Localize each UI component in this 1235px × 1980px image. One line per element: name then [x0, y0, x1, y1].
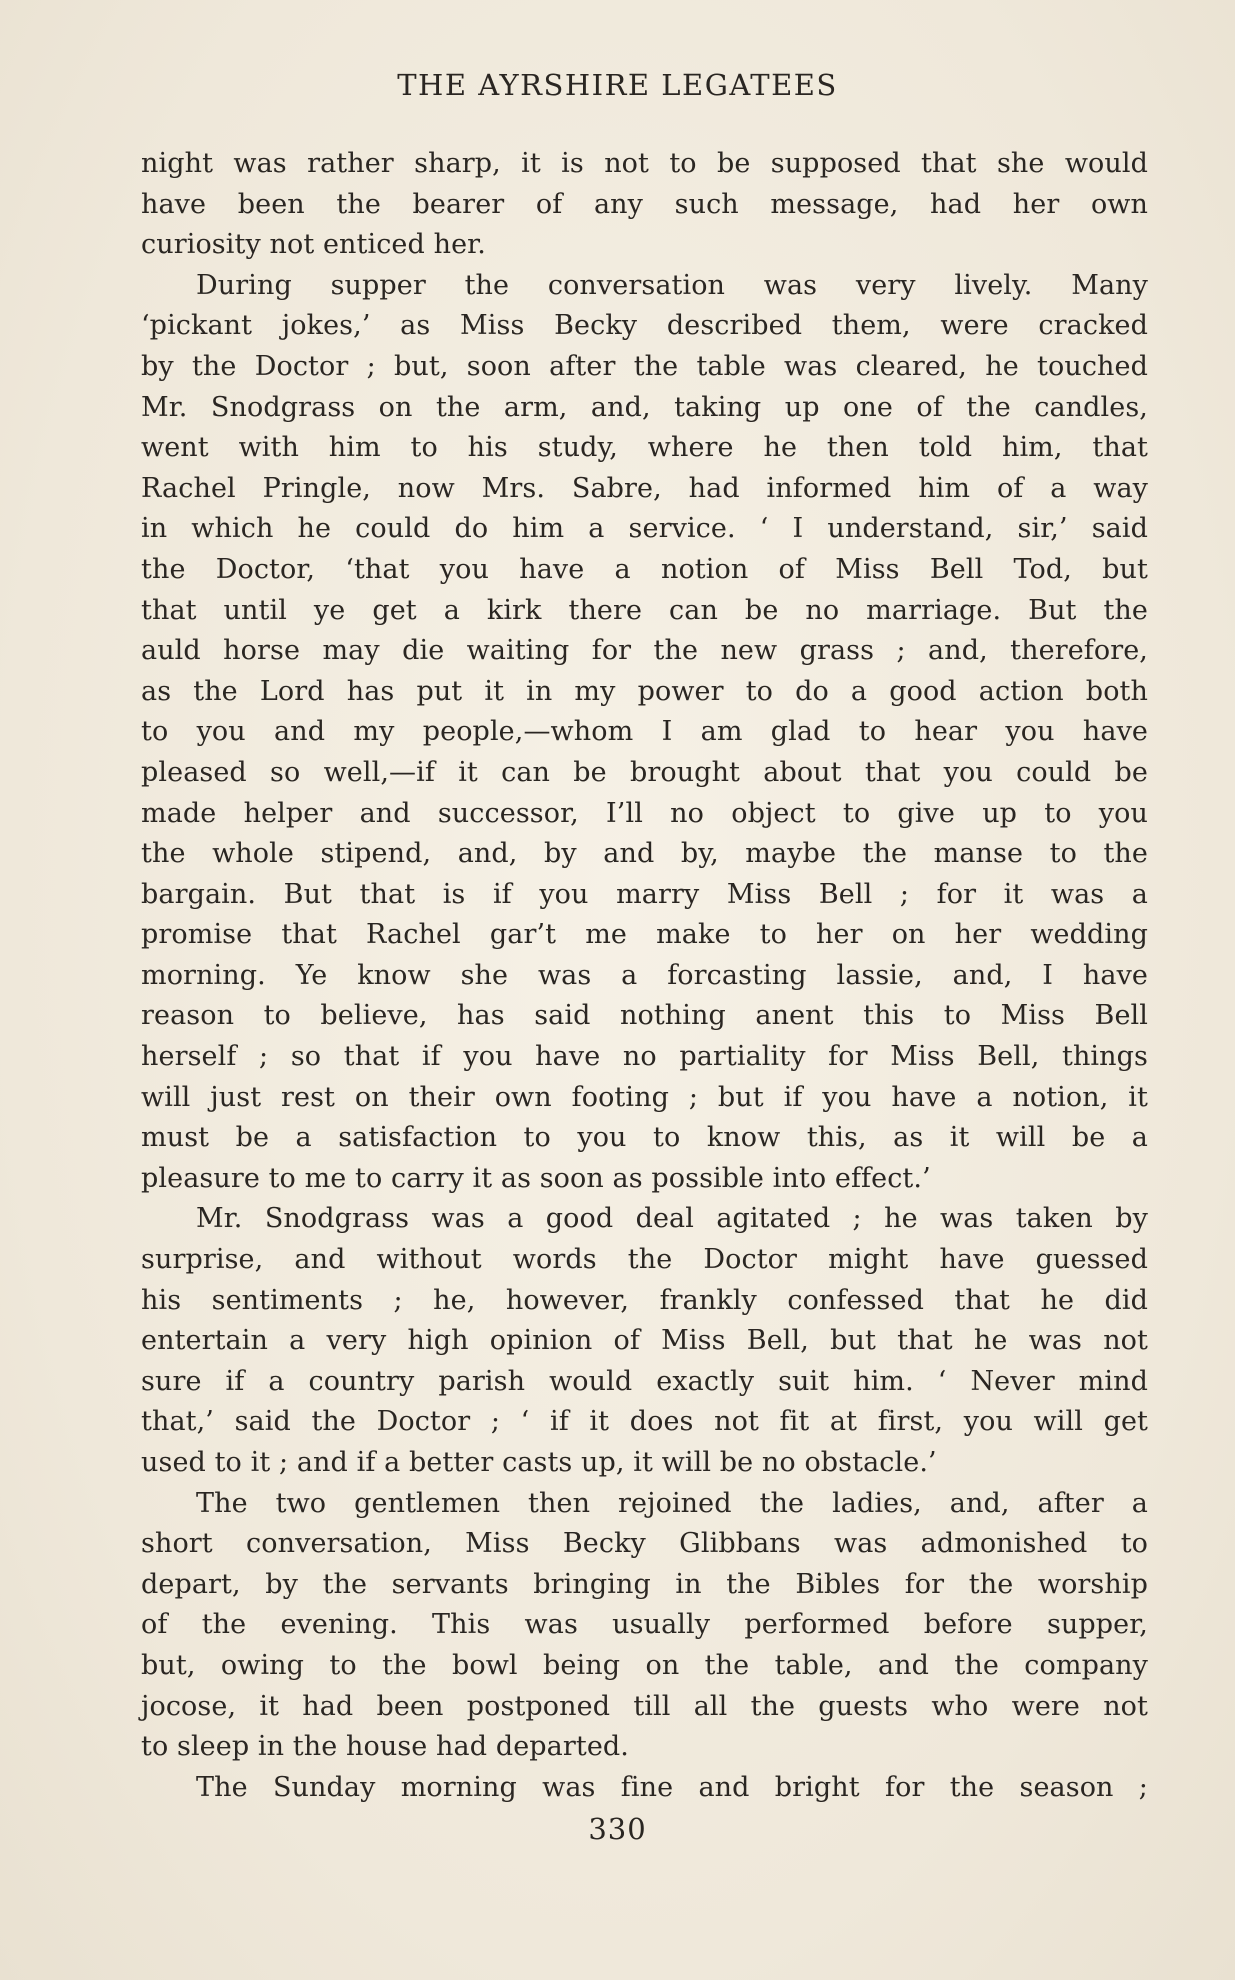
text-line: reason to believe, has said nothing anent this to Miss Bell	[141, 1000, 1148, 1032]
body-text	[141, 144, 1148, 1808]
text-line: pleasure to me to carry it as soon as possible into effect.’	[141, 1162, 931, 1194]
text-line: auld horse may die waiting for the new grass ; and, therefore,	[141, 635, 1148, 667]
text-line: surprise, and without words the Doctor might have guessed	[141, 1244, 1148, 1276]
text-line: promise that Rachel gar’t me make to her on her wedding	[141, 919, 1148, 951]
text-line: to you and my people,—whom I am glad to hear you have	[141, 716, 1148, 748]
text-line: the Doctor, ‘that you have a notion of Miss Bell Tod, but	[141, 553, 1148, 585]
text-line: morning. Ye know she was a forcasting lassie, and, I have	[141, 959, 1148, 991]
text-line: that until ye get a kirk there can be no marriage. But the	[141, 594, 1148, 626]
text-line: of the evening. This was usually performed before supper,	[141, 1609, 1148, 1641]
text-line: curiosity not enticed her.	[141, 229, 486, 261]
text-line: the whole stipend, and, by and by, maybe the manse to the	[141, 838, 1148, 870]
text-line: made helper and successor, I’ll no object to give up to you	[141, 797, 1148, 829]
text-line: as the Lord has put it in my power to do a good action both	[141, 675, 1148, 707]
text-line: The Sunday morning was fine and bright for the season ;	[196, 1771, 1148, 1803]
text-line: Mr. Snodgrass on the arm, and, taking up one of the candles,	[141, 391, 1148, 423]
text-line: short conversation, Miss Becky Glibbans was admonished to	[141, 1528, 1148, 1560]
text-line: will just rest on their own footing ; but if you have a notion, it	[141, 1081, 1148, 1113]
text-line: Mr. Snodgrass was a good deal agitated ; he was taken by	[196, 1203, 1148, 1235]
text-line: have been the bearer of any such message, had her own	[141, 188, 1148, 220]
text-line: in which he could do him a service. ‘ I understand, sir,’ said	[141, 513, 1148, 545]
text-line: herself ; so that if you have no partiality for Miss Bell, things	[141, 1041, 1148, 1073]
text-line: went with him to his study, where he then told him, that	[141, 432, 1148, 464]
text-line: jocose, it had been postponed till all the guests who were not	[141, 1690, 1148, 1722]
text-line: bargain. But that is if you marry Miss Bell ; for it was a	[141, 878, 1148, 910]
running-head: THE AYRSHIRE LEGATEES	[397, 68, 838, 102]
text-line: used to it ; and if a better casts up, it will be no obstacle.’	[141, 1447, 937, 1478]
text-line: During supper the conversation was very lively. Many	[196, 269, 1148, 301]
text-line: night was rather sharp, it is not to be supposed that she would	[141, 148, 1148, 179]
text-line: entertain a very high opinion of Miss Bell, but that he was not	[141, 1325, 1148, 1357]
text-line: The two gentlemen then rejoined the ladies, and, after a	[196, 1487, 1148, 1519]
text-line: must be a satisfaction to you to know this, as it will be a	[141, 1122, 1148, 1154]
text-line: depart, by the servants bringing in the Bibles for the worship	[141, 1568, 1148, 1600]
text-line: pleased so well,—if it can be brought about that you could be	[141, 756, 1148, 788]
text-line: ‘pickant jokes,’ as Miss Becky described them, were cracked	[141, 310, 1148, 342]
page-number: 330	[588, 1812, 647, 1846]
text-line: Rachel Pringle, now Mrs. Sabre, had informed him of a way	[141, 472, 1148, 504]
text-line: his sentiments ; he, however, frankly confessed that he did	[141, 1284, 1148, 1316]
text-line: to sleep in the house had departed.	[141, 1731, 629, 1763]
text-line: by the Doctor ; but, soon after the table was cleared, he touched	[141, 350, 1148, 382]
text-line: that,’ said the Doctor ; ‘ if it does not fit at first, you will get	[141, 1406, 1148, 1438]
text-line: but, owing to the bowl being on the table, and the company	[141, 1649, 1148, 1681]
text-line: sure if a country parish would exactly suit him. ‘ Never mind	[141, 1365, 1148, 1397]
